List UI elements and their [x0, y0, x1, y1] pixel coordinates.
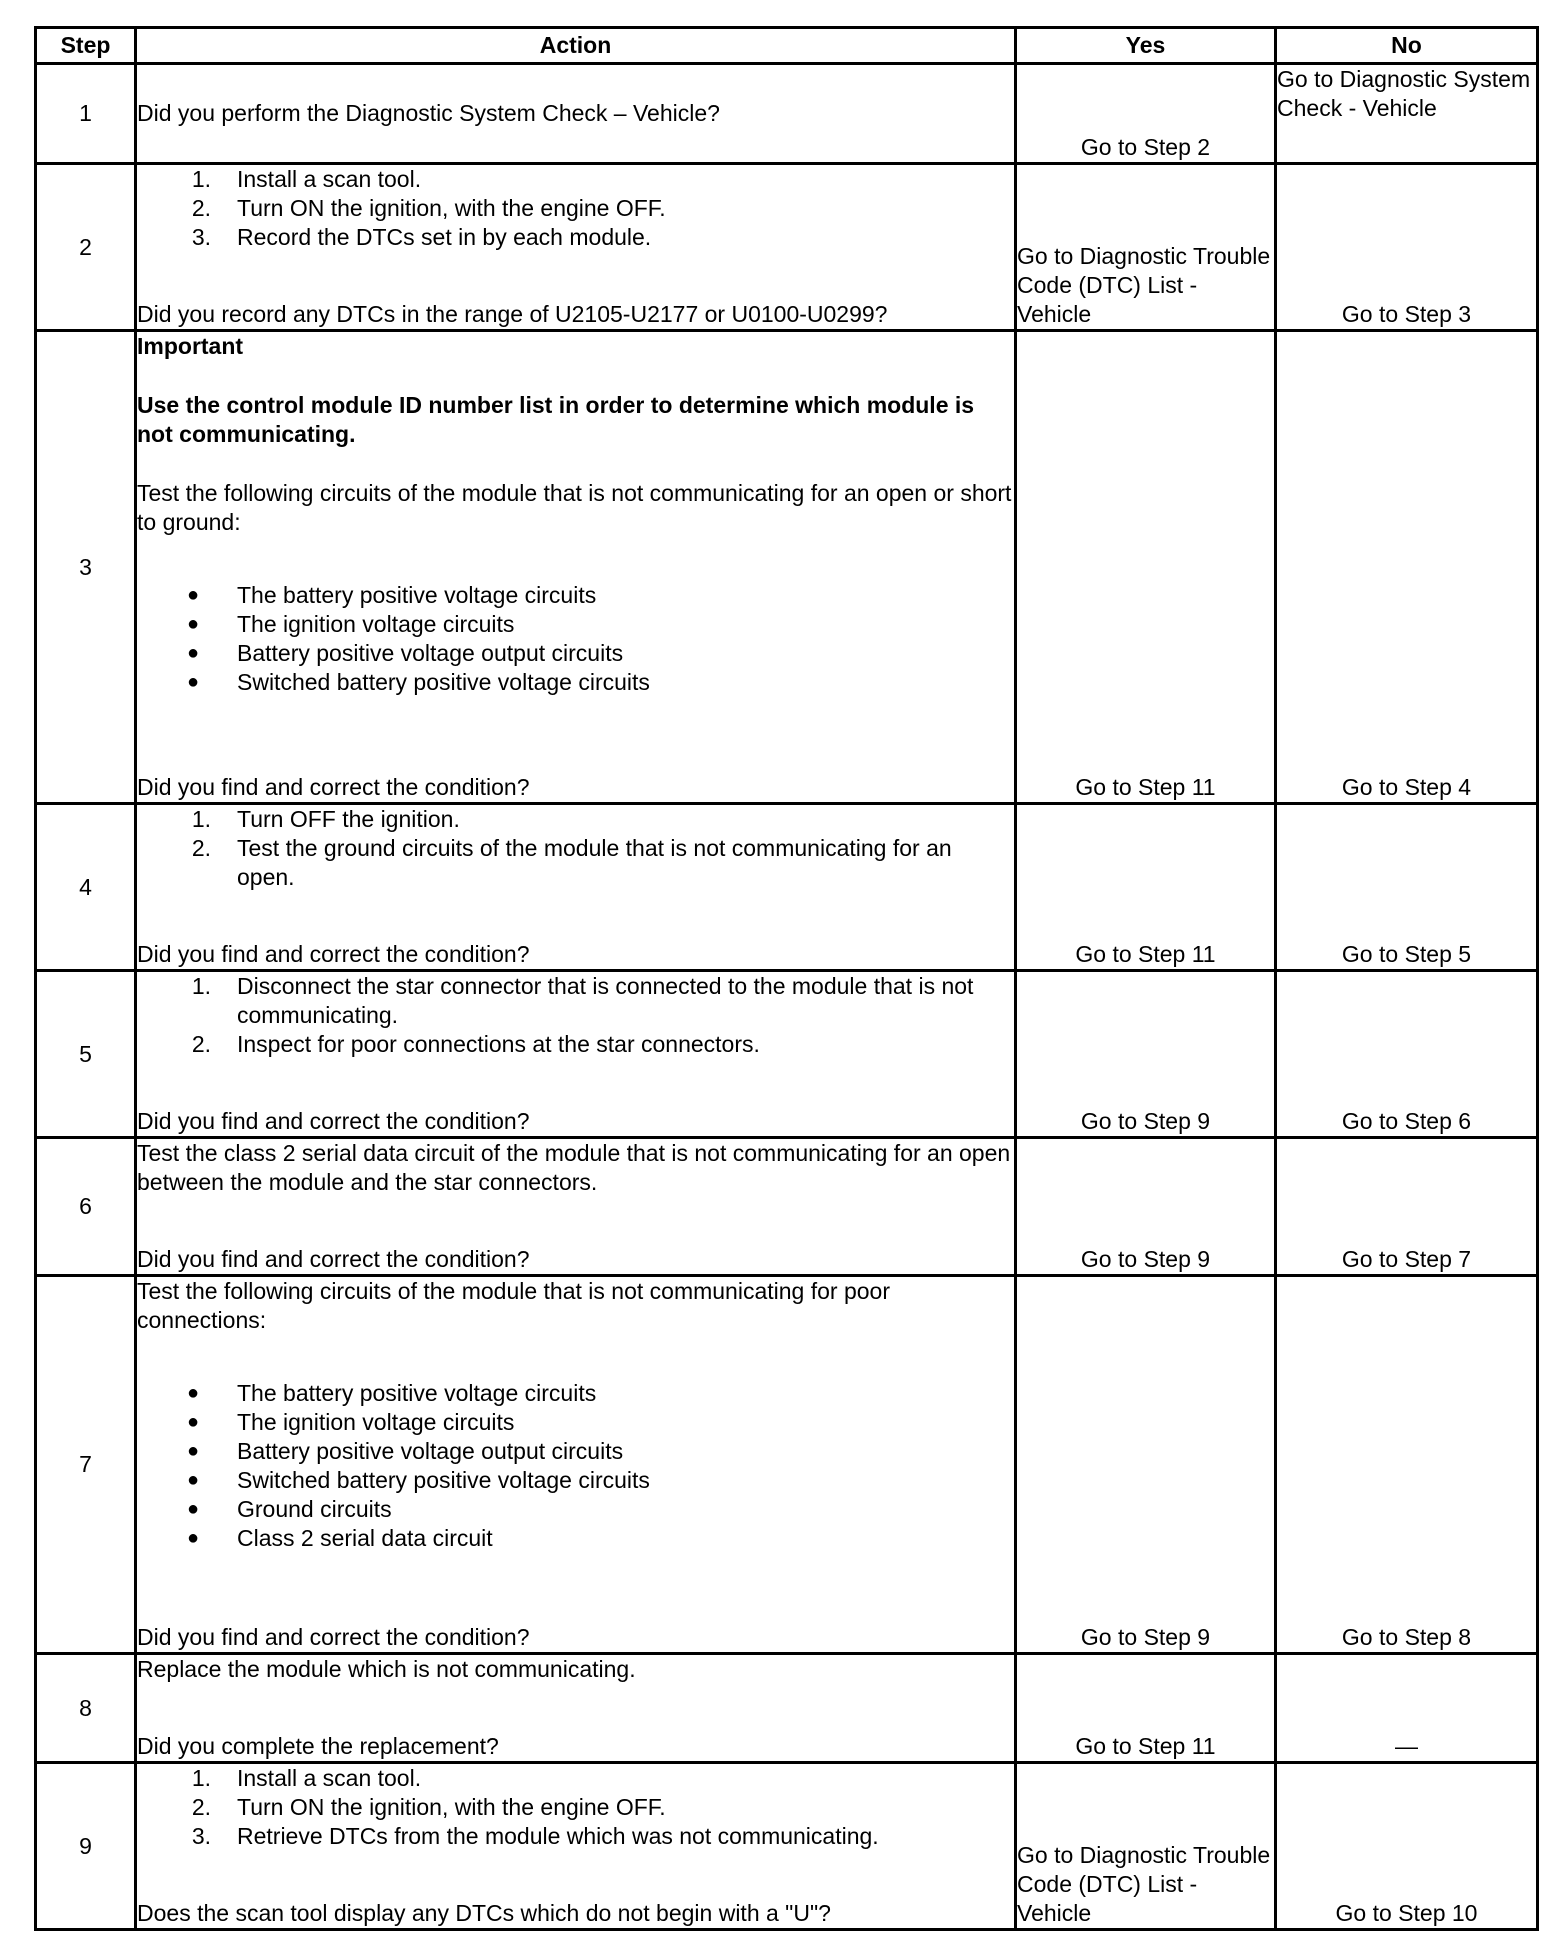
table-row — [36, 1654, 1538, 1763]
bullet-item: ● Battery positive voltage output circuits — [187, 640, 624, 666]
action-cell — [136, 331, 1016, 804]
table-row — [36, 971, 1538, 1138]
no-link[interactable]: Go to Step 5 — [1276, 804, 1538, 971]
step-number: 9 — [36, 1763, 136, 1930]
yes-link[interactable]: Go to Diagnostic Trouble Code (DTC) List - Vehicle — [1016, 164, 1276, 331]
intro-text: Test the class 2 serial data circuit of the module that is not communicating for an open between the module and the star connectors. — [137, 1140, 1011, 1195]
action-cell — [136, 971, 1016, 1138]
step-number: 8 — [36, 1654, 136, 1763]
yes-link[interactable]: Go to Step 9 — [1016, 1138, 1276, 1276]
action-cell — [136, 1763, 1016, 1930]
step-number: 7 — [36, 1276, 136, 1654]
question-text: Did you complete the replacement? — [137, 1733, 499, 1759]
no-value: — — [1276, 1654, 1538, 1763]
list-item: 2. Test the ground circuits of the module that is not communicating for an open. — [191, 835, 952, 890]
bullet-item: ● The ignition voltage circuits — [187, 1409, 515, 1435]
yes-link[interactable]: Go to Step 9 — [1016, 971, 1276, 1138]
no-link[interactable]: Go to Step 8 — [1276, 1276, 1538, 1654]
header-row — [36, 28, 1538, 64]
important-label: Important — [137, 333, 244, 359]
step-number: 6 — [36, 1138, 136, 1276]
no-link[interactable]: Go to Diagnostic System Check - Vehicle — [1276, 64, 1538, 164]
bullet-item: ● The ignition voltage circuits — [187, 611, 515, 637]
step-number: 1 — [36, 64, 136, 164]
bullet-item: ● Switched battery positive voltage circuits — [187, 1467, 650, 1493]
bullet-item: ● Switched battery positive voltage circuits — [187, 669, 650, 695]
question-text: Does the scan tool display any DTCs which do not begin with a "U"? — [137, 1900, 831, 1926]
action-cell — [136, 804, 1016, 971]
question-text: Did you perform the Diagnostic System Check – Vehicle? — [137, 100, 720, 126]
question-text: Did you find and correct the condition? — [137, 1624, 530, 1650]
question-text: Did you find and correct the condition? — [137, 941, 530, 967]
table-row — [36, 1276, 1538, 1654]
step-number: 4 — [36, 804, 136, 971]
table-row — [36, 804, 1538, 971]
list-item: 1. Disconnect the star connector that is connected to the module that is not communicating. — [191, 973, 974, 1028]
yes-link[interactable]: Go to Diagnostic Trouble Code (DTC) List - Vehicle — [1016, 1763, 1276, 1930]
step-number: 2 — [36, 164, 136, 331]
no-link[interactable]: Go to Step 3 — [1276, 164, 1538, 331]
bullet-item: ● Class 2 serial data circuit — [187, 1525, 493, 1551]
yes-link[interactable]: Go to Step 9 — [1016, 1276, 1276, 1654]
list-item: 1. Install a scan tool. — [191, 1765, 422, 1791]
table-row — [36, 1138, 1538, 1276]
bullet-item: ● Battery positive voltage output circuits — [187, 1438, 624, 1464]
header-no: No — [1276, 28, 1538, 64]
important-text: Use the control module ID number list in order to determine which module is not communicating. — [137, 392, 975, 447]
question-text: Did you find and correct the condition? — [137, 774, 530, 800]
yes-link[interactable]: Go to Step 11 — [1016, 331, 1276, 804]
action-cell — [136, 1654, 1016, 1763]
intro-text: Test the following circuits of the module that is not communicating for poor connections: — [137, 1278, 890, 1333]
question-text: Did you find and correct the condition? — [137, 1108, 530, 1134]
diagnostic-table — [34, 26, 1539, 1931]
table-row — [36, 1763, 1538, 1930]
list-item: 2. Inspect for poor connections at the star connectors. — [191, 1031, 760, 1057]
step-number: 5 — [36, 971, 136, 1138]
list-item: 3. Record the DTCs set in by each module. — [191, 224, 652, 250]
action-cell — [136, 1276, 1016, 1654]
header-yes: Yes — [1016, 28, 1276, 64]
header-step: Step — [36, 28, 136, 64]
list-item: 2. Turn ON the ignition, with the engine OFF. — [191, 1794, 666, 1820]
action-cell — [136, 164, 1016, 331]
yes-link[interactable]: Go to Step 11 — [1016, 804, 1276, 971]
table-row — [36, 164, 1538, 331]
bullet-item: ● The battery positive voltage circuits — [187, 582, 597, 608]
yes-link[interactable]: Go to Step 11 — [1016, 1654, 1276, 1763]
table-row — [36, 64, 1538, 164]
intro-text: Replace the module which is not communicating. — [137, 1656, 636, 1682]
action-cell — [136, 64, 1016, 164]
action-cell — [136, 1138, 1016, 1276]
step-number: 3 — [36, 331, 136, 804]
list-item: 3. Retrieve DTCs from the module which was not communicating. — [191, 1823, 879, 1849]
question-text: Did you find and correct the condition? — [137, 1246, 530, 1272]
header-action: Action — [136, 28, 1016, 64]
intro-text: Test the following circuits of the module that is not communicating for an open or short to ground: — [137, 480, 1012, 535]
list-item: 1. Turn OFF the ignition. — [191, 806, 460, 832]
bullet-item: ● Ground circuits — [187, 1496, 392, 1522]
table-row — [36, 331, 1538, 804]
no-link[interactable]: Go to Step 7 — [1276, 1138, 1538, 1276]
question-text: Did you record any DTCs in the range of U2105-U2177 or U0100-U0299? — [137, 301, 888, 327]
list-item: 1. Install a scan tool. — [191, 166, 422, 192]
no-link[interactable]: Go to Step 10 — [1276, 1763, 1538, 1930]
bullet-item: ● The battery positive voltage circuits — [187, 1380, 597, 1406]
no-link[interactable]: Go to Step 4 — [1276, 331, 1538, 804]
yes-link[interactable]: Go to Step 2 — [1016, 64, 1276, 164]
no-link[interactable]: Go to Step 6 — [1276, 971, 1538, 1138]
list-item: 2. Turn ON the ignition, with the engine OFF. — [191, 195, 666, 221]
